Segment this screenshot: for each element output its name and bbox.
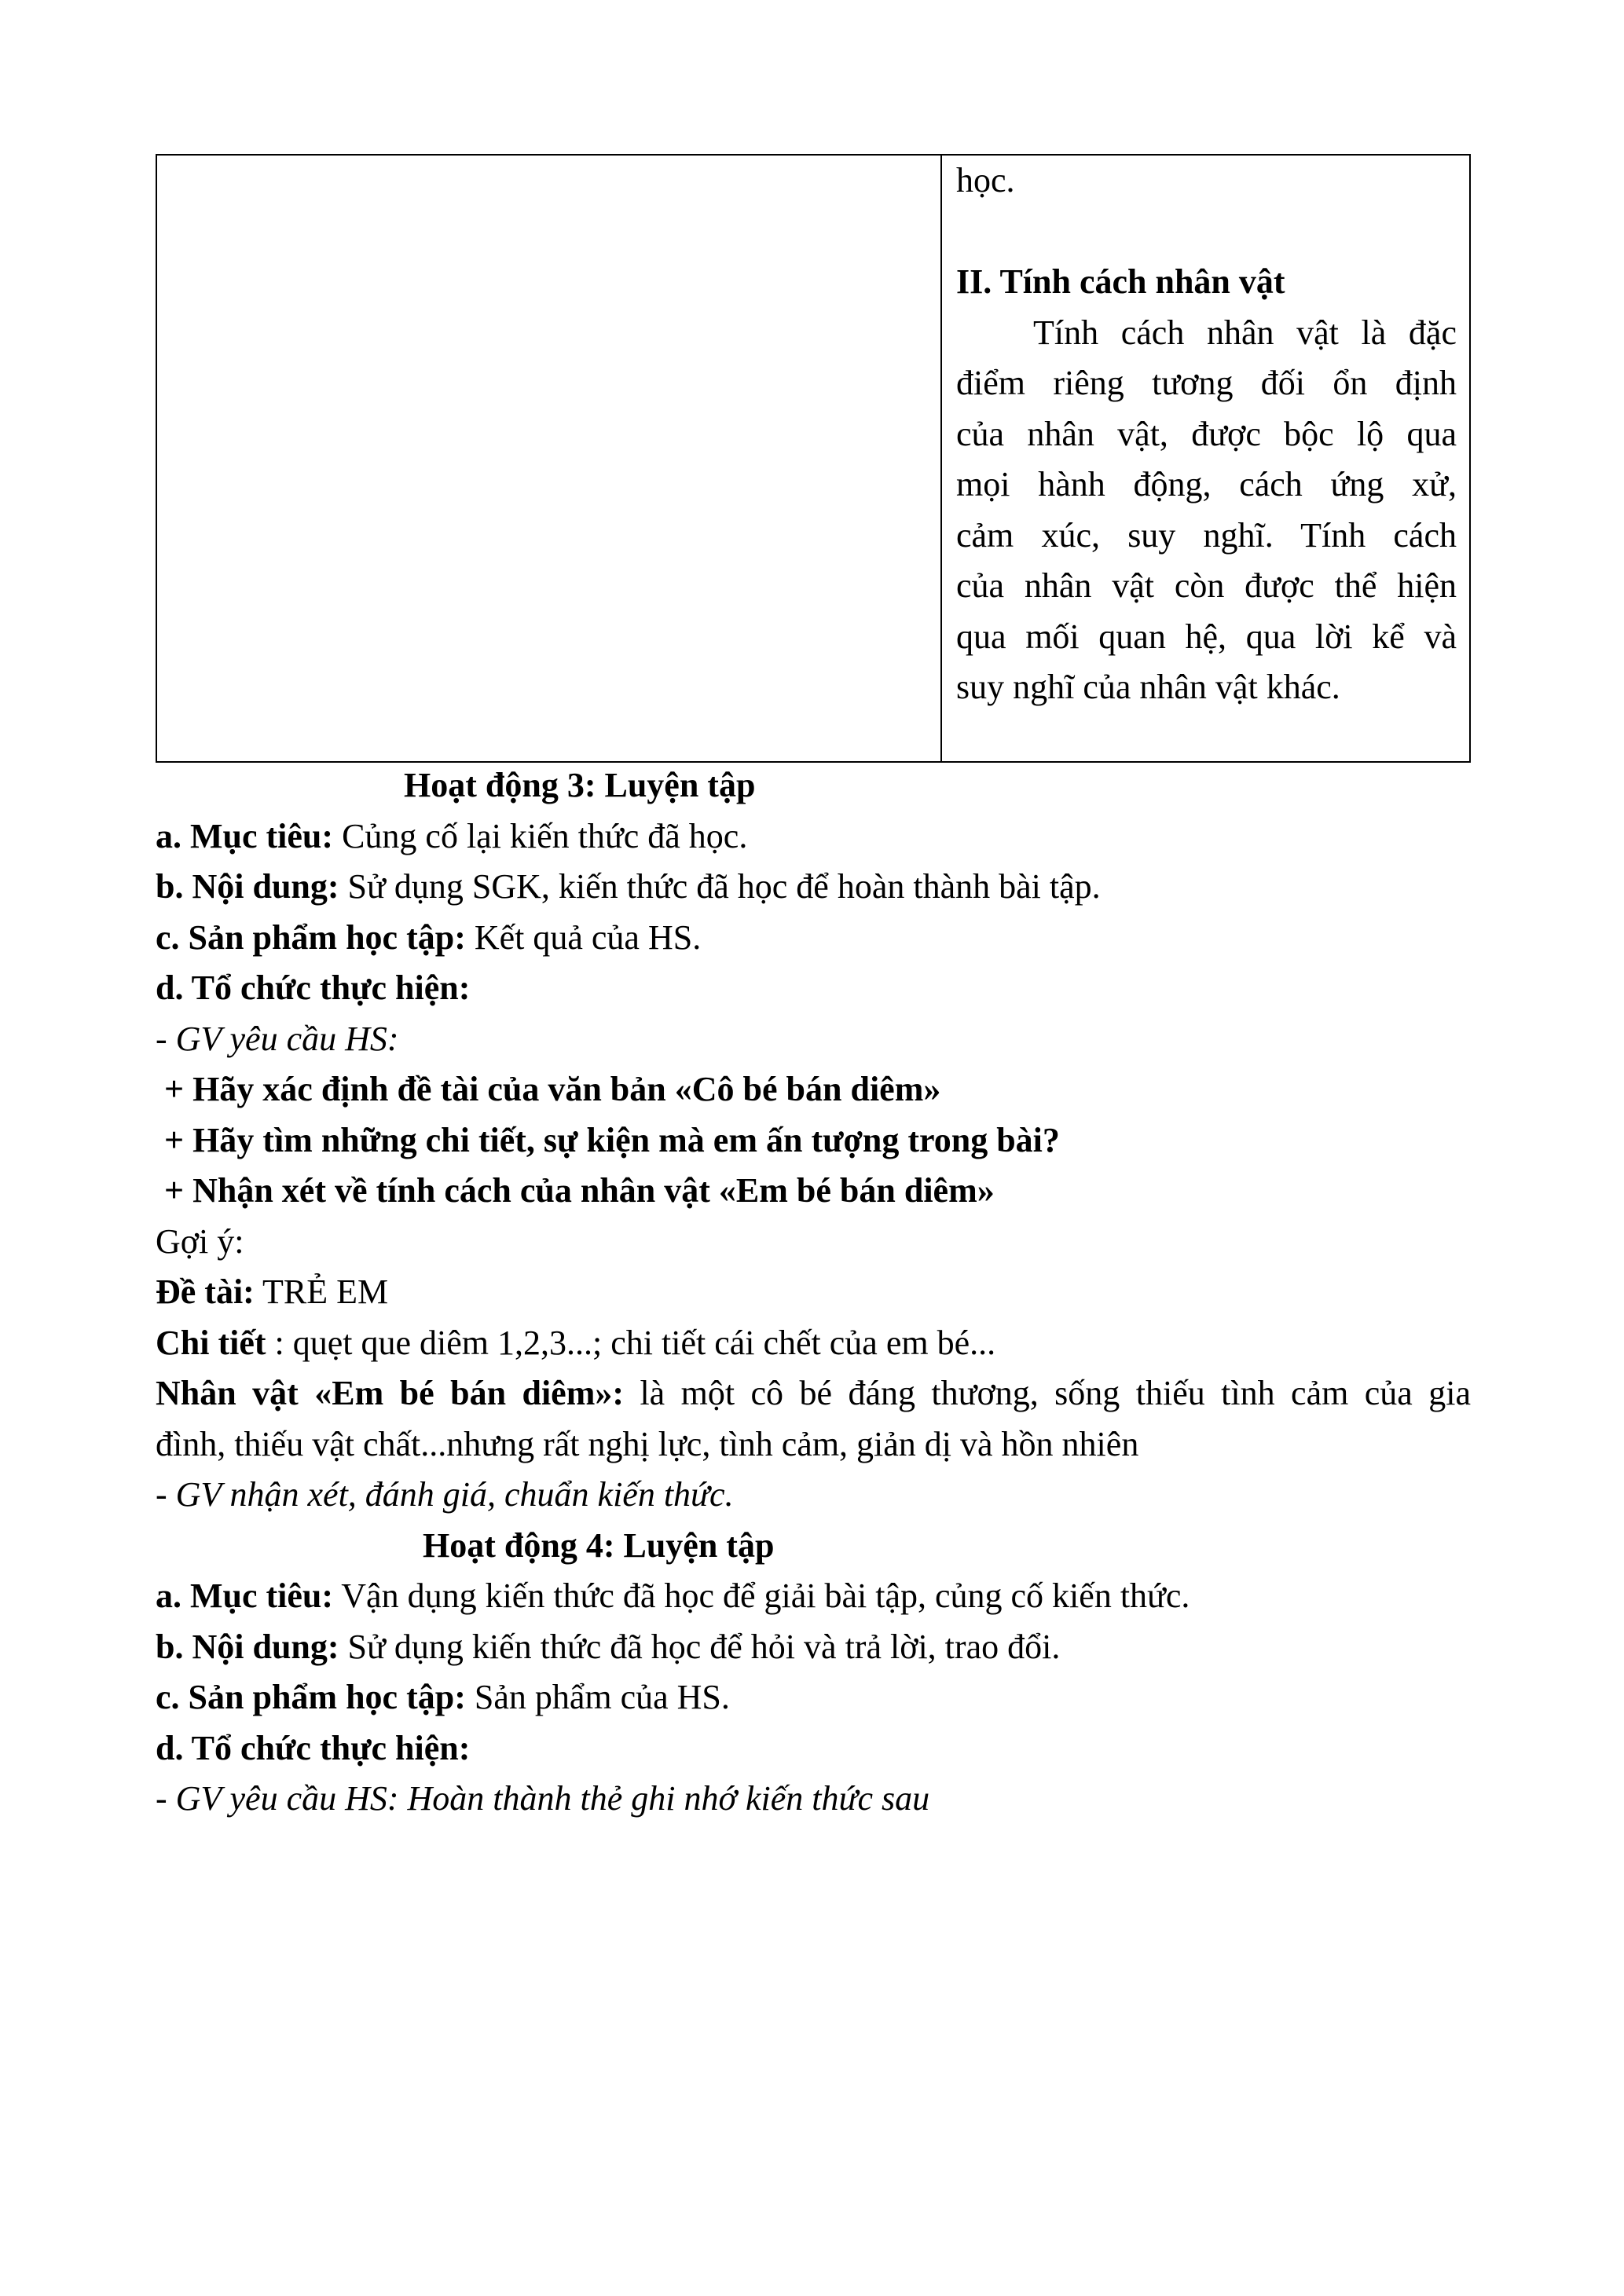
para-line: qua mối quan hệ, qua lời kể và [956, 617, 1457, 656]
para-line: cảm xúc, suy nghĩ. Tính cách [956, 515, 1457, 555]
table-column-divider [940, 156, 942, 761]
activity-4-product: c. Sản phẩm học tập: Sản phẩm của HS. [156, 1678, 730, 1716]
para-line: của nhân vật, được bộc lộ qua [956, 414, 1457, 453]
para-line: suy nghĩ của nhân vật khác. [956, 668, 1340, 706]
section-heading: II. Tính cách nhân vật [956, 262, 1285, 301]
para-line: điểm riêng tương đối ổn định [956, 364, 1457, 402]
hint-label: Gợi ý: [156, 1221, 244, 1261]
task-item: + Hãy tìm những chi tiết, sự kiện mà em ấn tượng trong bài? [156, 1120, 1060, 1159]
activity-3-content: b. Nội dung: Sử dụng SGK, kiến thức đã học để hoàn thành bài tập. [156, 867, 1101, 906]
detail-line: Chi tiết : quẹt que diêm 1,2,3...; chi tiết cái chết của em bé... [156, 1323, 996, 1362]
task-item: + Hãy xác định đề tài của văn bản «Cô bé bán diêm» [156, 1070, 941, 1108]
document-body [156, 760, 1471, 1825]
task-item: + Nhận xét về tính cách của nhân vật «Em bé bán diêm» [156, 1171, 995, 1210]
activity-3-gv-assess: - GV nhận xét, đánh giá, chuẩn kiến thức. [156, 1475, 734, 1514]
activity-3-gv-request: - GV yêu cầu HS: [156, 1019, 399, 1058]
topic-line: Đề tài: TRẺ EM [156, 1273, 389, 1311]
activity-3-product: c. Sản phẩm học tập: Kết quả của HS. [156, 917, 702, 957]
activity-3-title: Hoạt động 3: Luyện tập [404, 766, 756, 804]
table-right-cell [956, 156, 1457, 713]
activity-3-organization: d. Tổ chức thực hiện: [156, 969, 471, 1007]
cell-continuation-text: học. [956, 161, 1015, 200]
para-line: của nhân vật còn được thể hiện [956, 566, 1457, 605]
lesson-table [156, 154, 1471, 763]
activity-4-gv-request: - GV yêu cầu HS: Hoàn thành thẻ ghi nhớ kiến thức sau [156, 1779, 930, 1818]
activity-4-objective: a. Mục tiêu: Vận dụng kiến thức đã học để giải bài tập, củng cố kiến thức. [156, 1576, 1190, 1615]
activity-4-title: Hoạt động 4: Luyện tập [423, 1525, 775, 1565]
para-line: Tính cách nhân vật là đặc [1033, 313, 1457, 352]
character-line: Nhân vật «Em bé bán diêm»: là một cô bé đáng thương, sống thiếu tình cảm của gia [156, 1374, 1471, 1412]
character-line-cont: đình, thiếu vật chất...nhưng rất nghị lực, tình cảm, giản dị và hồn nhiên [156, 1424, 1139, 1463]
activity-3-objective: a. Mục tiêu: Củng cố lại kiến thức đã học. [156, 816, 748, 855]
activity-4-content: b. Nội dung: Sử dụng kiến thức đã học để hỏi và trả lời, trao đổi. [156, 1627, 1061, 1666]
para-line: mọi hành động, cách ứng xử, [956, 465, 1457, 504]
activity-4-organization: d. Tổ chức thực hiện: [156, 1728, 471, 1767]
